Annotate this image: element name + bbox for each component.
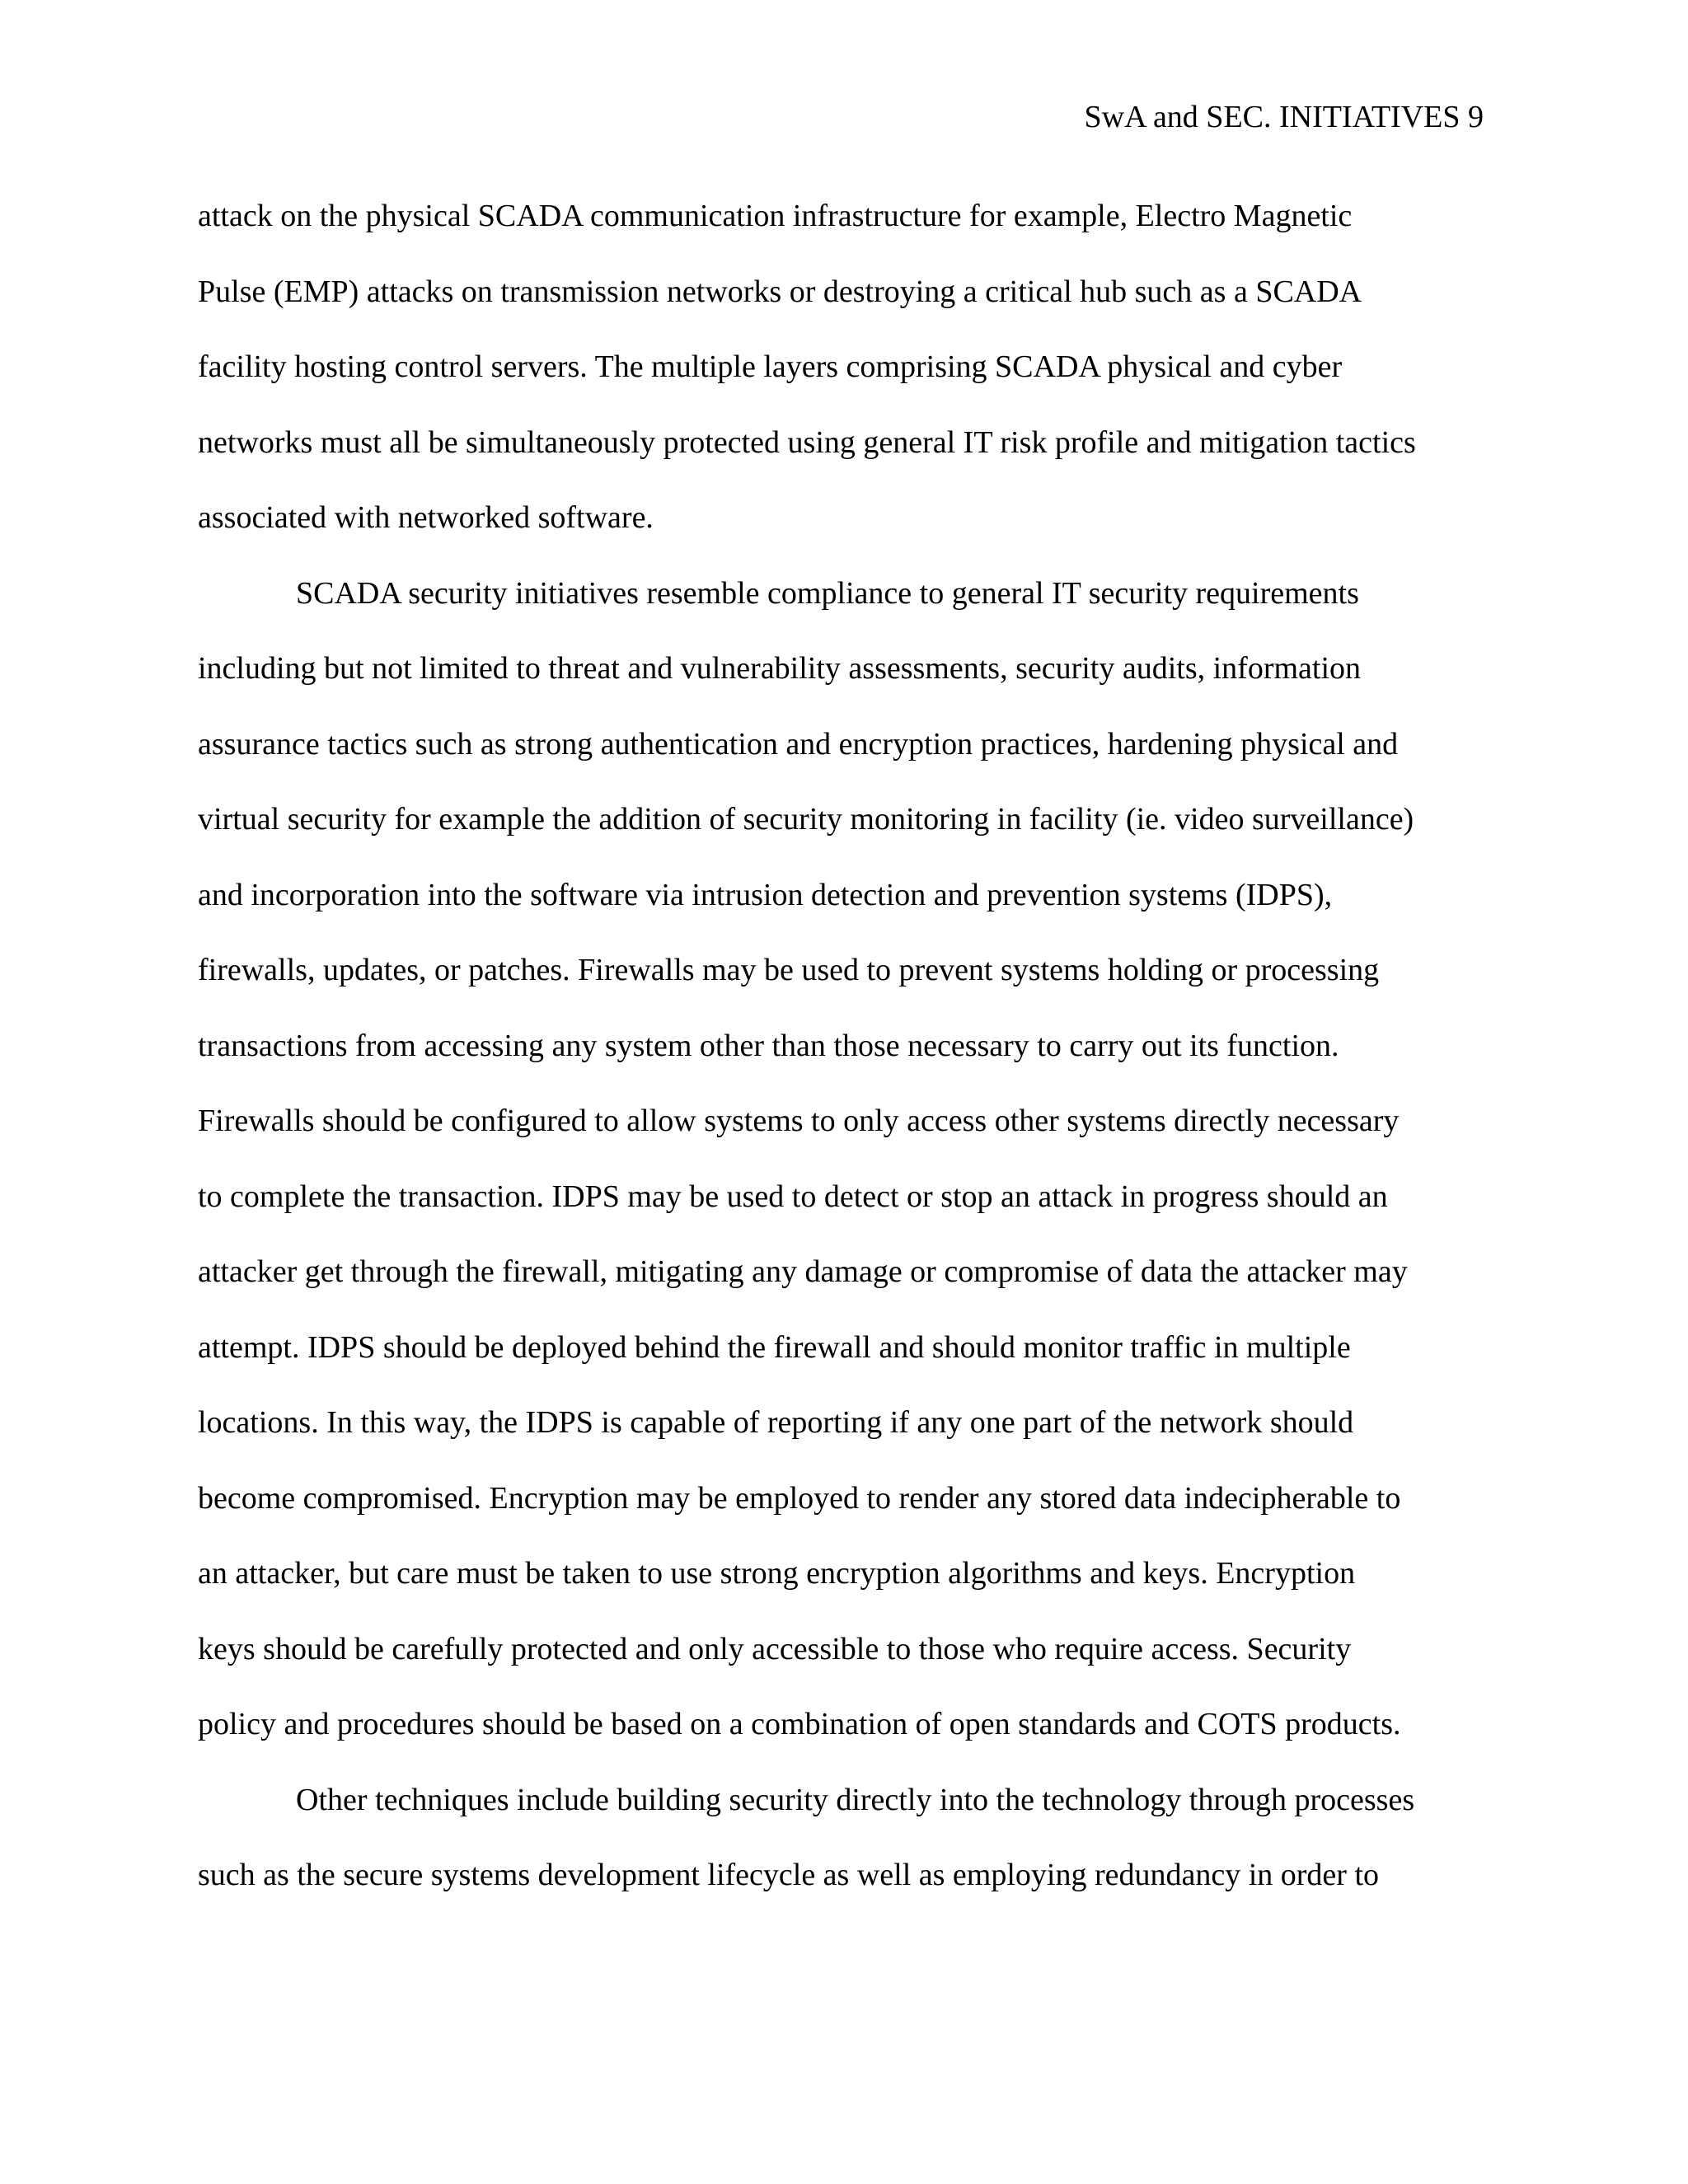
text-line: to complete the transaction. IDPS may be used to detect or stop an attack in progress should an — [198, 1179, 1388, 1214]
text-line: Firewalls should be configured to allow systems to only access other systems directly necessary — [198, 1104, 1400, 1138]
text-line: virtual security for example the addition of security monitoring in facility (ie. video surveillance) — [198, 802, 1414, 837]
text-line: attacker get through the firewall, mitigating any damage or compromise of data the attacker may — [198, 1254, 1408, 1289]
text-line: including but not limited to threat and vulnerability assessments, security audits, information — [198, 651, 1362, 686]
text-line: Other techniques include building security directly into the technology through processes — [296, 1782, 1415, 1817]
text-line: transactions from accessing any system other than those necessary to carry out its function. — [198, 1028, 1339, 1063]
text-line: policy and procedures should be based on a combination of open standards and COTS products. — [198, 1707, 1401, 1741]
paragraph-2 — [198, 569, 1490, 1775]
text-line: SCADA security initiatives resemble compliance to general IT security requirements — [296, 575, 1359, 611]
text-line: become compromised. Encryption may be employed to render any stored data indecipherable to — [198, 1480, 1401, 1516]
text-line: networks must all be simultaneously protected using general IT risk profile and mitigation tactics — [198, 424, 1416, 460]
running-head: SwA and SEC. INITIATIVES 9 — [1084, 100, 1484, 134]
text-line: such as the secure systems development lifecycle as well as employing redundancy in order to — [198, 1858, 1379, 1892]
text-line: and incorporation into the software via intrusion detection and prevention systems (IDPS), — [198, 877, 1333, 912]
text-line: attempt. IDPS should be deployed behind the firewall and should monitor traffic in multiple — [198, 1329, 1351, 1365]
paragraph-3 — [198, 1775, 1490, 1926]
text-line: attack on the physical SCADA communication infrastructure for example, Electro Magnetic — [198, 199, 1353, 233]
body-text — [198, 191, 1490, 1926]
paragraph-1 — [198, 191, 1490, 569]
text-line: assurance tactics such as strong authentication and encryption practices, hardening physical and — [198, 726, 1399, 762]
text-line: locations. In this way, the IDPS is capable of reporting if any one part of the network should — [198, 1405, 1354, 1440]
text-line: facility hosting control servers. The multiple layers comprising SCADA physical and cyber — [198, 349, 1343, 384]
text-line: keys should be carefully protected and only accessible to those who require access. Security — [198, 1631, 1352, 1666]
text-line: firewalls, updates, or patches. Firewalls may be used to prevent systems holding or processing — [198, 953, 1380, 987]
text-line: Pulse (EMP) attacks on transmission networks or destroying a critical hub such as a SCADA — [198, 274, 1362, 309]
text-line: an attacker, but care must be taken to use strong encryption algorithms and keys. Encryption — [198, 1556, 1356, 1591]
text-line: associated with networked software. — [198, 500, 654, 535]
